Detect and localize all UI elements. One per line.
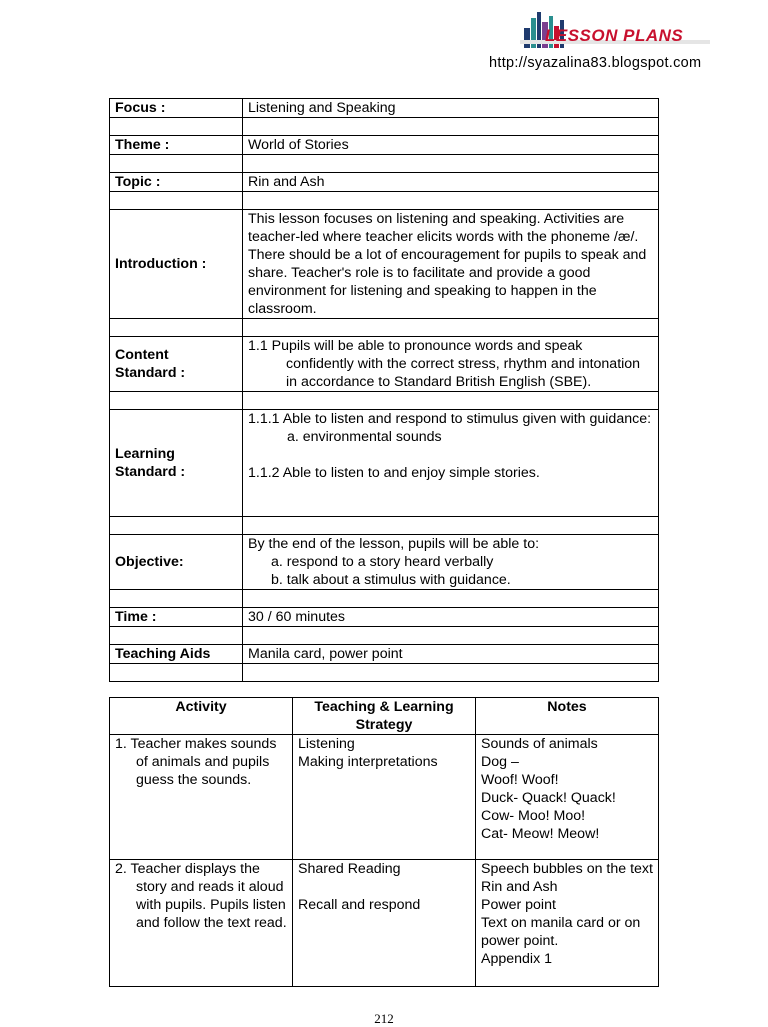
objective-row	[110, 535, 659, 590]
spacer-row	[110, 664, 659, 682]
objective-label: Objective:	[110, 535, 243, 590]
activity-header: Activity	[110, 698, 293, 735]
spacer-row	[110, 192, 659, 210]
content-standard-label	[110, 337, 243, 392]
objective-intro: By the end of the lesson, pupils will be able to:	[248, 536, 540, 552]
topic-value: Rin and Ash	[243, 173, 659, 192]
learning-label-line1: Learning	[115, 446, 175, 462]
blog-url[interactable]: http://syazalina83.blogspot.com	[489, 55, 702, 71]
spacer-row	[110, 517, 659, 535]
table-row	[110, 860, 659, 987]
content-standard-row	[110, 337, 659, 392]
time-row	[110, 608, 659, 627]
spacer-row	[110, 392, 659, 410]
activity-text: 1. Teacher makes sounds of animals and pupils guess the sounds.	[115, 736, 277, 788]
time-label: Time :	[110, 608, 243, 627]
notes-line: Woof! Woof!	[481, 772, 559, 788]
notes-line: Text on manila card or on power point.	[481, 915, 641, 949]
spacer-row	[110, 319, 659, 337]
theme-label: Theme :	[110, 136, 243, 155]
learning-standard-item1-sub: a. environmental sounds	[287, 429, 442, 445]
objective-item-a: a. respond to a story heard verbally	[271, 554, 494, 570]
notes-line: Cat- Meow! Meow!	[481, 826, 600, 842]
learning-standard-item1: 1.1.1 Able to listen and respond to stimulus given with guidance:	[248, 411, 652, 427]
topic-label: Topic :	[110, 173, 243, 192]
spacer-row	[110, 590, 659, 608]
table-row	[110, 735, 659, 860]
activity-cell	[110, 860, 293, 987]
activity-table	[109, 697, 659, 987]
spacer-row	[110, 627, 659, 645]
learning-standard-label	[110, 410, 243, 517]
focus-value: Listening and Speaking	[243, 99, 659, 118]
activity-header-row	[110, 698, 659, 735]
notes-line: Cow- Moo! Moo!	[481, 808, 586, 824]
notes-line: Dog –	[481, 754, 519, 770]
learning-label-line2: Standard :	[115, 464, 186, 480]
notes-line: Appendix 1	[481, 951, 552, 967]
spacer-row	[110, 155, 659, 173]
content-standard-item: 1.1 Pupils will be able to pronounce words and speak confidently with the correct stress, rhythm and intonation in accordance to Standard British English (SBE).	[248, 338, 641, 390]
topic-row	[110, 173, 659, 192]
focus-row	[110, 99, 659, 118]
teaching-aids-value: Manila card, power point	[243, 645, 659, 664]
page-number: 212	[374, 1011, 394, 1026]
learning-standard-row	[110, 410, 659, 517]
notes-cell	[476, 735, 659, 860]
objective-item-b: b. talk about a stimulus with guidance.	[271, 572, 511, 588]
objective-value	[243, 535, 659, 590]
activity-cell	[110, 735, 293, 860]
logo-text: LESSON PLANS	[545, 26, 684, 45]
introduction-value: This lesson focuses on listening and speaking. Activities are teacher-led where teacher elicits words with the phoneme /æ/. There should be a lot of encouragement for pupils to speak and share. Teacher's role is to facilitate and provide a good environment for listening and speaking to happen in the classroom.	[243, 210, 659, 319]
strategy-line: Making interpretations	[298, 754, 438, 770]
notes-cell	[476, 860, 659, 987]
content-label-line2: Standard :	[115, 365, 186, 381]
notes-line: Duck- Quack! Quack!	[481, 790, 616, 806]
notes-line: Power point	[481, 897, 556, 913]
theme-row	[110, 136, 659, 155]
notes-line: Sounds of animals	[481, 736, 598, 752]
strategy-line: Recall and respond	[298, 897, 421, 913]
spacer-row	[110, 118, 659, 136]
notes-line: Speech bubbles on the text Rin and Ash	[481, 861, 653, 895]
strategy-line: Listening	[298, 736, 355, 752]
content-standard-value	[243, 337, 659, 392]
strategy-line: Shared Reading	[298, 861, 401, 877]
strategy-cell	[293, 735, 476, 860]
focus-label: Focus :	[110, 99, 243, 118]
lesson-plan-table	[109, 98, 659, 682]
strategy-cell	[293, 860, 476, 987]
time-value: 30 / 60 minutes	[243, 608, 659, 627]
teaching-aids-row	[110, 645, 659, 664]
learning-standard-item2: 1.1.2 Able to listen to and enjoy simple stories.	[248, 465, 540, 481]
teaching-aids-label: Teaching Aids	[110, 645, 243, 664]
strategy-header: Teaching & Learning Strategy	[293, 698, 476, 735]
activity-text: 2. Teacher displays the story and reads it aloud with pupils. Pupils listen and follow the text read.	[115, 861, 287, 931]
content-label-line1: Content	[115, 347, 169, 363]
introduction-label: Introduction :	[110, 210, 243, 319]
theme-value: World of Stories	[243, 136, 659, 155]
notes-header: Notes	[476, 698, 659, 735]
learning-standard-value	[243, 410, 659, 517]
introduction-row	[110, 210, 659, 319]
